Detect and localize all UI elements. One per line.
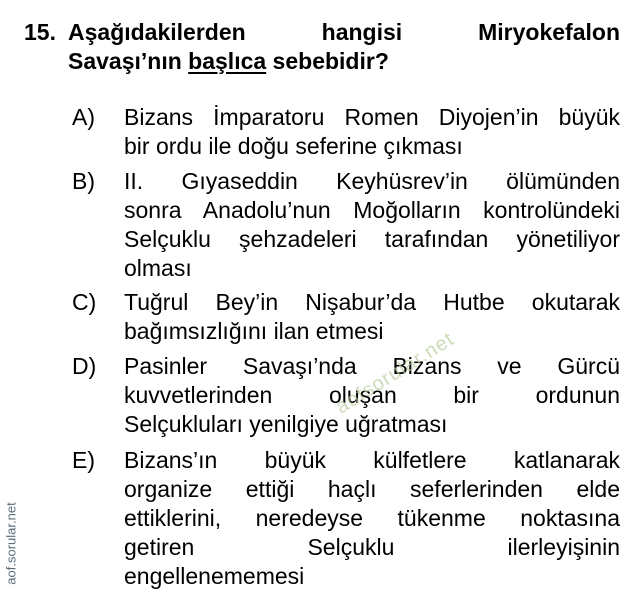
option-e-line-3: ettiklerini, neredeyse tükenme noktasına xyxy=(124,505,620,531)
side-watermark: aof.sorular.net xyxy=(3,502,19,585)
option-b-line-2: sonra Anadolu’nun Moğolların kontrolündeki xyxy=(124,197,620,223)
option-c-line-2: bağımsızlığını ilan etmesi xyxy=(124,318,384,344)
option-a-letter: A) xyxy=(72,104,95,130)
option-c-text xyxy=(124,288,620,346)
option-b-line-4: olması xyxy=(124,255,192,281)
question-stem-emphasis: başlıca xyxy=(188,48,267,74)
option-d-line-1: Pasinler Savaşı’nda Bizans ve Gürcü xyxy=(124,353,620,379)
option-e-line-1: Bizans’ın büyük külfetlere katlanarak xyxy=(124,447,620,473)
option-c-line-1: Tuğrul Bey’in Nişabur’da Hutbe okutarak xyxy=(124,289,620,315)
option-e-line-5: engellenememesi xyxy=(124,563,305,589)
question-stem-text-after: sebebidir? xyxy=(266,48,389,74)
diagonal-watermark: aofsorular.net xyxy=(331,328,459,419)
option-b-line-3: Selçuklu şehzadeleri tarafından yönetiliyor xyxy=(124,226,620,252)
option-d-line-2: kuvvetlerinden oluşan bir ordunun xyxy=(124,382,620,408)
option-b-text xyxy=(124,167,620,283)
option-c-letter: C) xyxy=(72,289,97,315)
option-a-line-2: bir ordu ile doğu seferine çıkması xyxy=(124,133,463,159)
option-e-line-4: getiren Selçuklu ilerleyişinin xyxy=(124,534,620,560)
option-e-line-2: organize ettiği haçlı seferlerinden elde xyxy=(124,476,620,502)
option-e-letter: E) xyxy=(72,447,95,473)
option-d-letter: D) xyxy=(72,353,97,379)
option-d-line-3: Selçukluları yenilgiye uğratması xyxy=(124,411,448,437)
question-stem-line-2 xyxy=(68,47,620,76)
option-a-line-1: Bizans İmparatoru Romen Diyojen’in büyük xyxy=(124,104,620,130)
question-stem-line-1: Aşağıdakilerden hangisi Miryokefalon xyxy=(68,19,620,45)
option-b-letter: B) xyxy=(72,168,95,194)
option-a-text xyxy=(124,103,620,161)
question-stem-text-before: Savaşı’nın xyxy=(68,48,189,74)
option-e-text xyxy=(124,446,620,591)
question-number: 15. xyxy=(24,19,56,45)
option-b-line-1: II. Gıyaseddin Keyhüsrev’in ölümünden xyxy=(124,168,620,194)
question-stem xyxy=(68,18,620,76)
